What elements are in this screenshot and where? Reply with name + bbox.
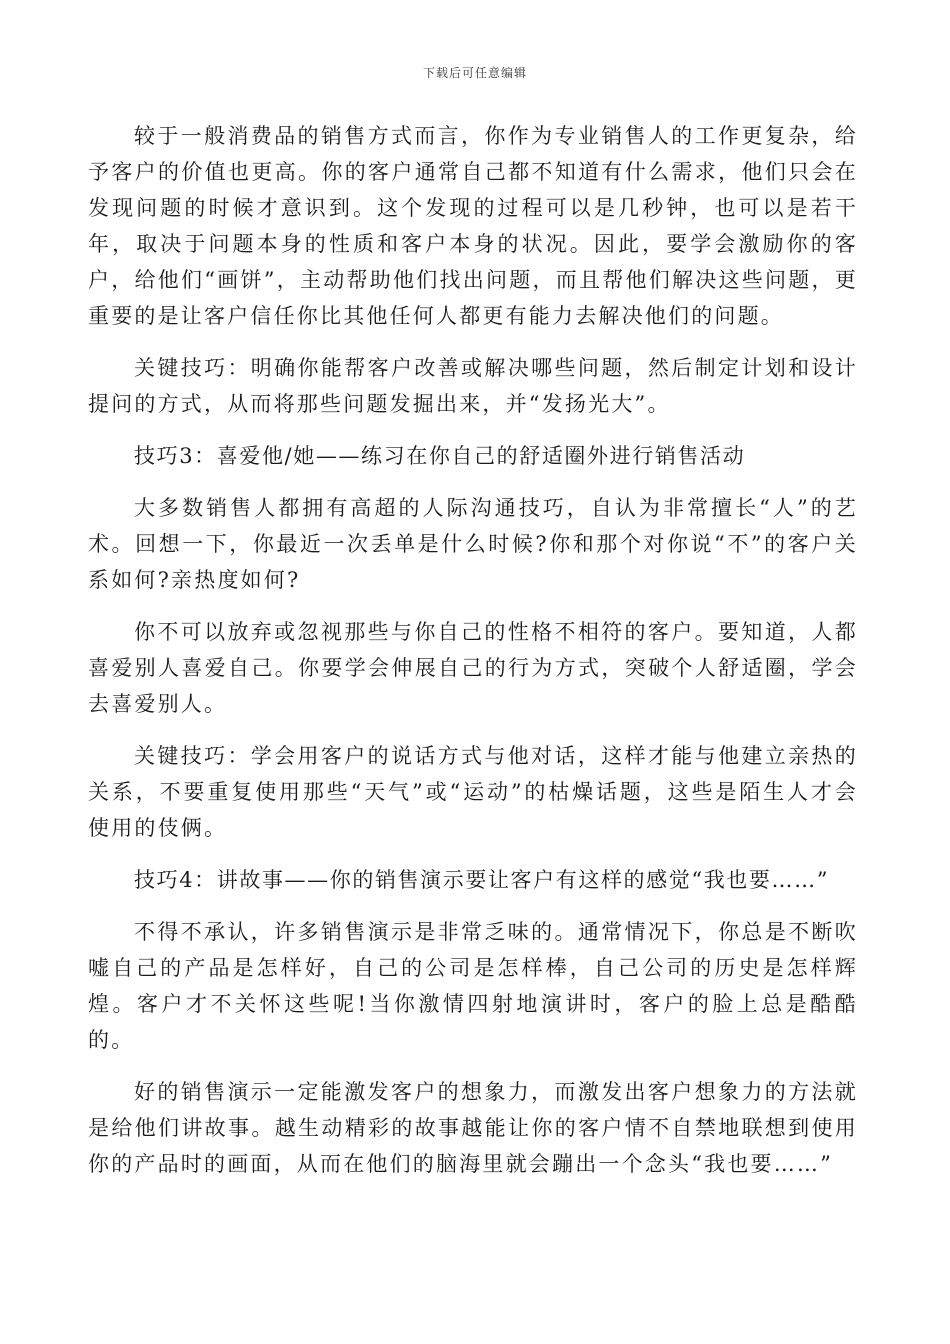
paragraph: 关键技巧：学会用客户的说话方式与他对话，这样才能与他建立亲热的关系，不要重复使用那些“天气”或“运动”的枯燥话题，这些是陌生人才会使用的伎俩。	[88, 744, 858, 840]
document-body	[88, 118, 858, 1198]
section-heading: 技巧4：讲故事——你的销售演示要让客户有这样的感觉“我也要……”	[134, 868, 830, 892]
section-heading: 技巧3：喜爱他/她——练习在你自己的舒适圈外进行销售活动	[134, 444, 746, 468]
page-header: 下载后可任意编辑	[422, 66, 527, 80]
paragraph: 较于一般消费品的销售方式而言，你作为专业销售人的工作更复杂，给予客户的价值也更高。你的客户通常自己都不知道有什么需求，他们只会在发现问题的时候才意识到。这个发现的过程可以是几秒钟，也可以是若干年，取决于问题本身的性质和客户本身的状况。因此，要学会激励你的客户，给他们“画饼”，主动帮助他们找出问题，而且帮他们解决这些问题，更重要的是让客户信任你比其他任何人都更有能力去解决他们的问题。	[88, 124, 858, 328]
paragraph: 关键技巧：明确你能帮客户改善或解决哪些问题，然后制定计划和设计提问的方式，从而将那些问题发掘出来，并“发扬光大”。	[88, 356, 858, 416]
paragraph: 大多数销售人都拥有高超的人际沟通技巧，自认为非常擅长“人”的艺术。回想一下，你最近一次丢单是什么时候?你和那个对你说“不”的客户关系如何?亲热度如何?	[88, 496, 858, 592]
paragraph: 不得不承认，许多销售演示是非常乏味的。通常情况下，你总是不断吹嘘自己的产品是怎样好，自己的公司是怎样棒，自己公司的历史是怎样辉煌。客户才不关怀这些呢!当你激情四射地演讲时，客户的脸上总是酷酷的。	[88, 920, 858, 1052]
paragraph: 好的销售演示一定能激发客户的想象力，而激发出客户想象力的方法就是给他们讲故事。越生动精彩的故事越能让你的客户情不自禁地联想到使用你的产品时的画面，从而在他们的脑海里就会蹦出一个念头“我也要……”	[88, 1080, 858, 1176]
paragraph: 你不可以放弃或忽视那些与你自己的性格不相符的客户。要知道，人都喜爱别人喜爱自己。你要学会伸展自己的行为方式，突破个人舒适圈，学会去喜爱别人。	[88, 620, 858, 716]
